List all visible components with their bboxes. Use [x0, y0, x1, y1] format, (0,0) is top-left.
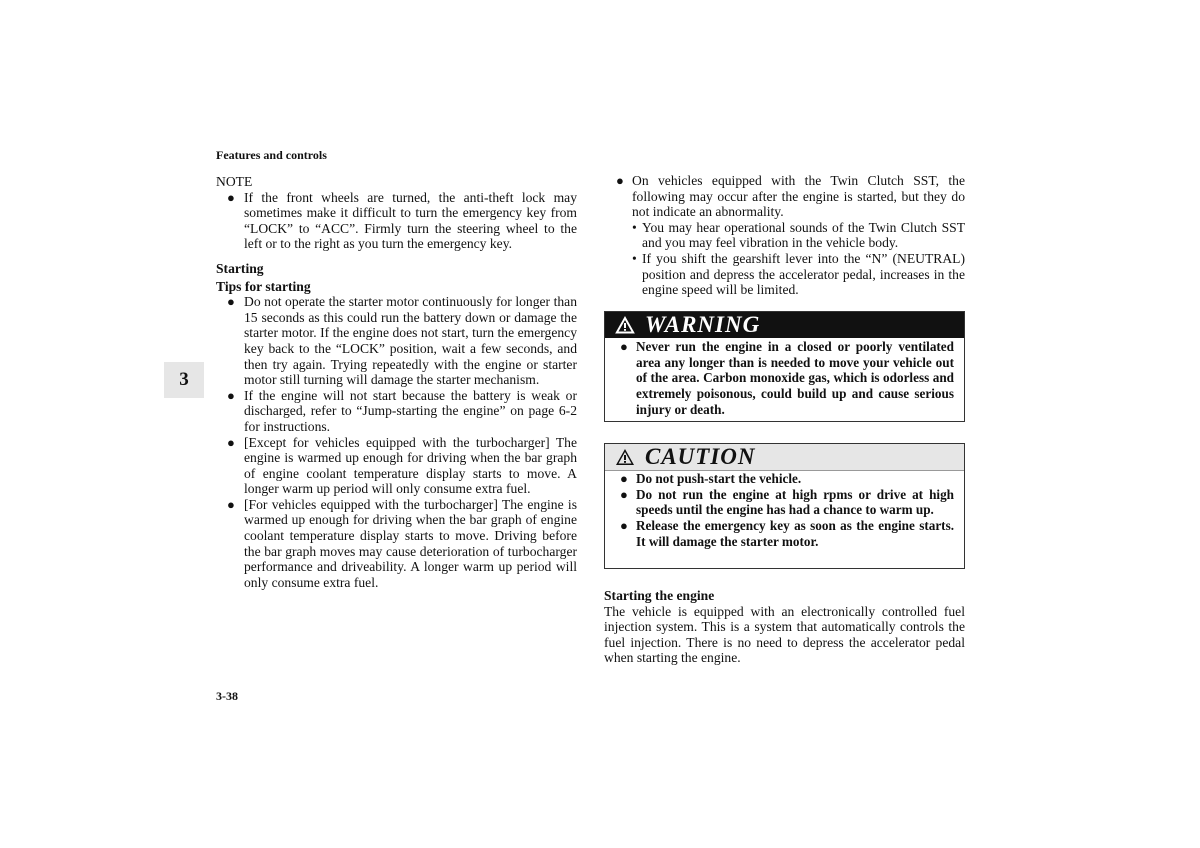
starting-engine-section — [604, 588, 965, 666]
caution-item — [609, 487, 954, 518]
caution-header — [605, 444, 964, 471]
warning-box — [604, 311, 965, 422]
warning-item-text: Never run the engine in a closed or poorly ventilated area any longer than is needed to move your vehicle out of the area. Carbon monoxide gas, which is odorless and extremely poisonous, could build up and cause serious injury or death. — [636, 339, 954, 417]
warning-triangle-icon — [615, 316, 635, 334]
section-title-starting: Starting — [216, 260, 264, 276]
bullet-icon: ● — [227, 294, 235, 310]
bullet-icon: ● — [227, 387, 235, 403]
sst-subitem-text: You may hear operational sounds of the Twin Clutch SST and you may feel vibration in the vehicle body. — [642, 219, 965, 251]
tip-item-text: [Except for vehicles equipped with the turbocharger] The engine is warmed up enough for driving when the bar graph of engine coolant temperature display starts to move. A longer warm up period will only consume extra fuel. — [244, 434, 577, 497]
warning-body — [605, 338, 964, 418]
bullet-icon: ● — [616, 173, 624, 188]
tip-item — [216, 497, 577, 591]
starting-engine-text: The vehicle is equipped with an electronically controlled fuel injection system. This is a system that automatically controls the fuel injection. There is no need to depress the accelerator pedal when starting the engine. — [604, 603, 965, 666]
caution-item-text: Do not run the engine at high rpms or drive at high speeds until the engine has had a chance to warm up. — [636, 486, 954, 518]
tip-item-text: If the engine will not start because the battery is weak or discharged, refer to “Jump-starting the engine” on page 6-2 for instructions. — [244, 387, 577, 434]
tip-item-text: [For vehicles equipped with the turbocharger] The engine is warmed up enough for driving when the bar graph of engine coolant temperature display starts to move. Driving before the bar graph moves may cause deterioration of turbocharger performance and driveability. A longer warm up period will only consume extra fuel. — [244, 496, 577, 590]
caution-item-text: Release the emergency key as soon as the engine starts. It will damage the starter motor. — [636, 518, 954, 549]
caution-item — [609, 518, 954, 549]
sst-item — [604, 173, 965, 220]
bullet-icon: ● — [620, 518, 628, 534]
sub-bullet-icon: • — [632, 250, 637, 266]
bullet-icon: ● — [227, 496, 235, 512]
caution-item-text: Do not push-start the vehicle. — [636, 471, 802, 486]
caution-item — [609, 471, 954, 487]
warning-item — [609, 339, 954, 418]
bullet-icon: ● — [620, 486, 628, 502]
bullet-icon: ● — [227, 434, 235, 450]
tip-item — [216, 294, 577, 388]
sst-subitem — [604, 220, 965, 251]
right-column-top — [604, 173, 965, 298]
bullet-icon: ● — [620, 339, 628, 354]
page-header: Features and controls — [216, 148, 327, 162]
tip-item-text: Do not operate the starter motor continuously for longer than 15 seconds as this could run the battery down or damage the starter motor. If the engine does not start, turn the emergency key back to the “LOCK” position, wait a few seconds, and then try again. Trying repeatedly with the engine or starter motor still turning will damage the starter mechanism. — [244, 294, 577, 388]
caution-triangle-icon — [615, 448, 635, 466]
starting-engine-title: Starting the engine — [604, 588, 715, 603]
sst-subitem — [604, 251, 965, 298]
note-item-text: If the front wheels are turned, the anti-theft lock may sometimes make it difficult to turn the emergency key from “LOCK” to “ACC”. Firmly turn the steering wheel to the left or to the right as you turn the emergency key. — [244, 189, 577, 252]
caution-title: CAUTION — [645, 444, 756, 469]
sst-subitem-text: If you shift the gearshift lever into the “N” (NEUTRAL) position and depress the accelerator pedal, increases in the engine speed will be limited. — [642, 250, 965, 298]
sst-item-text: On vehicles equipped with the Twin Clutch SST, the following may occur after the engine is started, but they do not indicate an abnormality. — [632, 173, 965, 220]
left-column — [216, 174, 577, 590]
warning-title: WARNING — [645, 312, 761, 337]
chapter-tab: 3 — [164, 362, 204, 398]
sub-bullet-icon: • — [632, 219, 637, 235]
page-number: 3-38 — [216, 689, 238, 703]
note-item — [216, 190, 577, 252]
caution-box — [604, 443, 965, 569]
bullet-icon: ● — [227, 189, 235, 205]
warning-header — [605, 312, 964, 338]
tip-item — [216, 435, 577, 497]
note-label: NOTE — [216, 174, 253, 189]
caution-body — [605, 471, 964, 550]
bullet-icon: ● — [620, 471, 628, 486]
tip-item — [216, 388, 577, 435]
subsection-title-tips: Tips for starting — [216, 278, 311, 294]
